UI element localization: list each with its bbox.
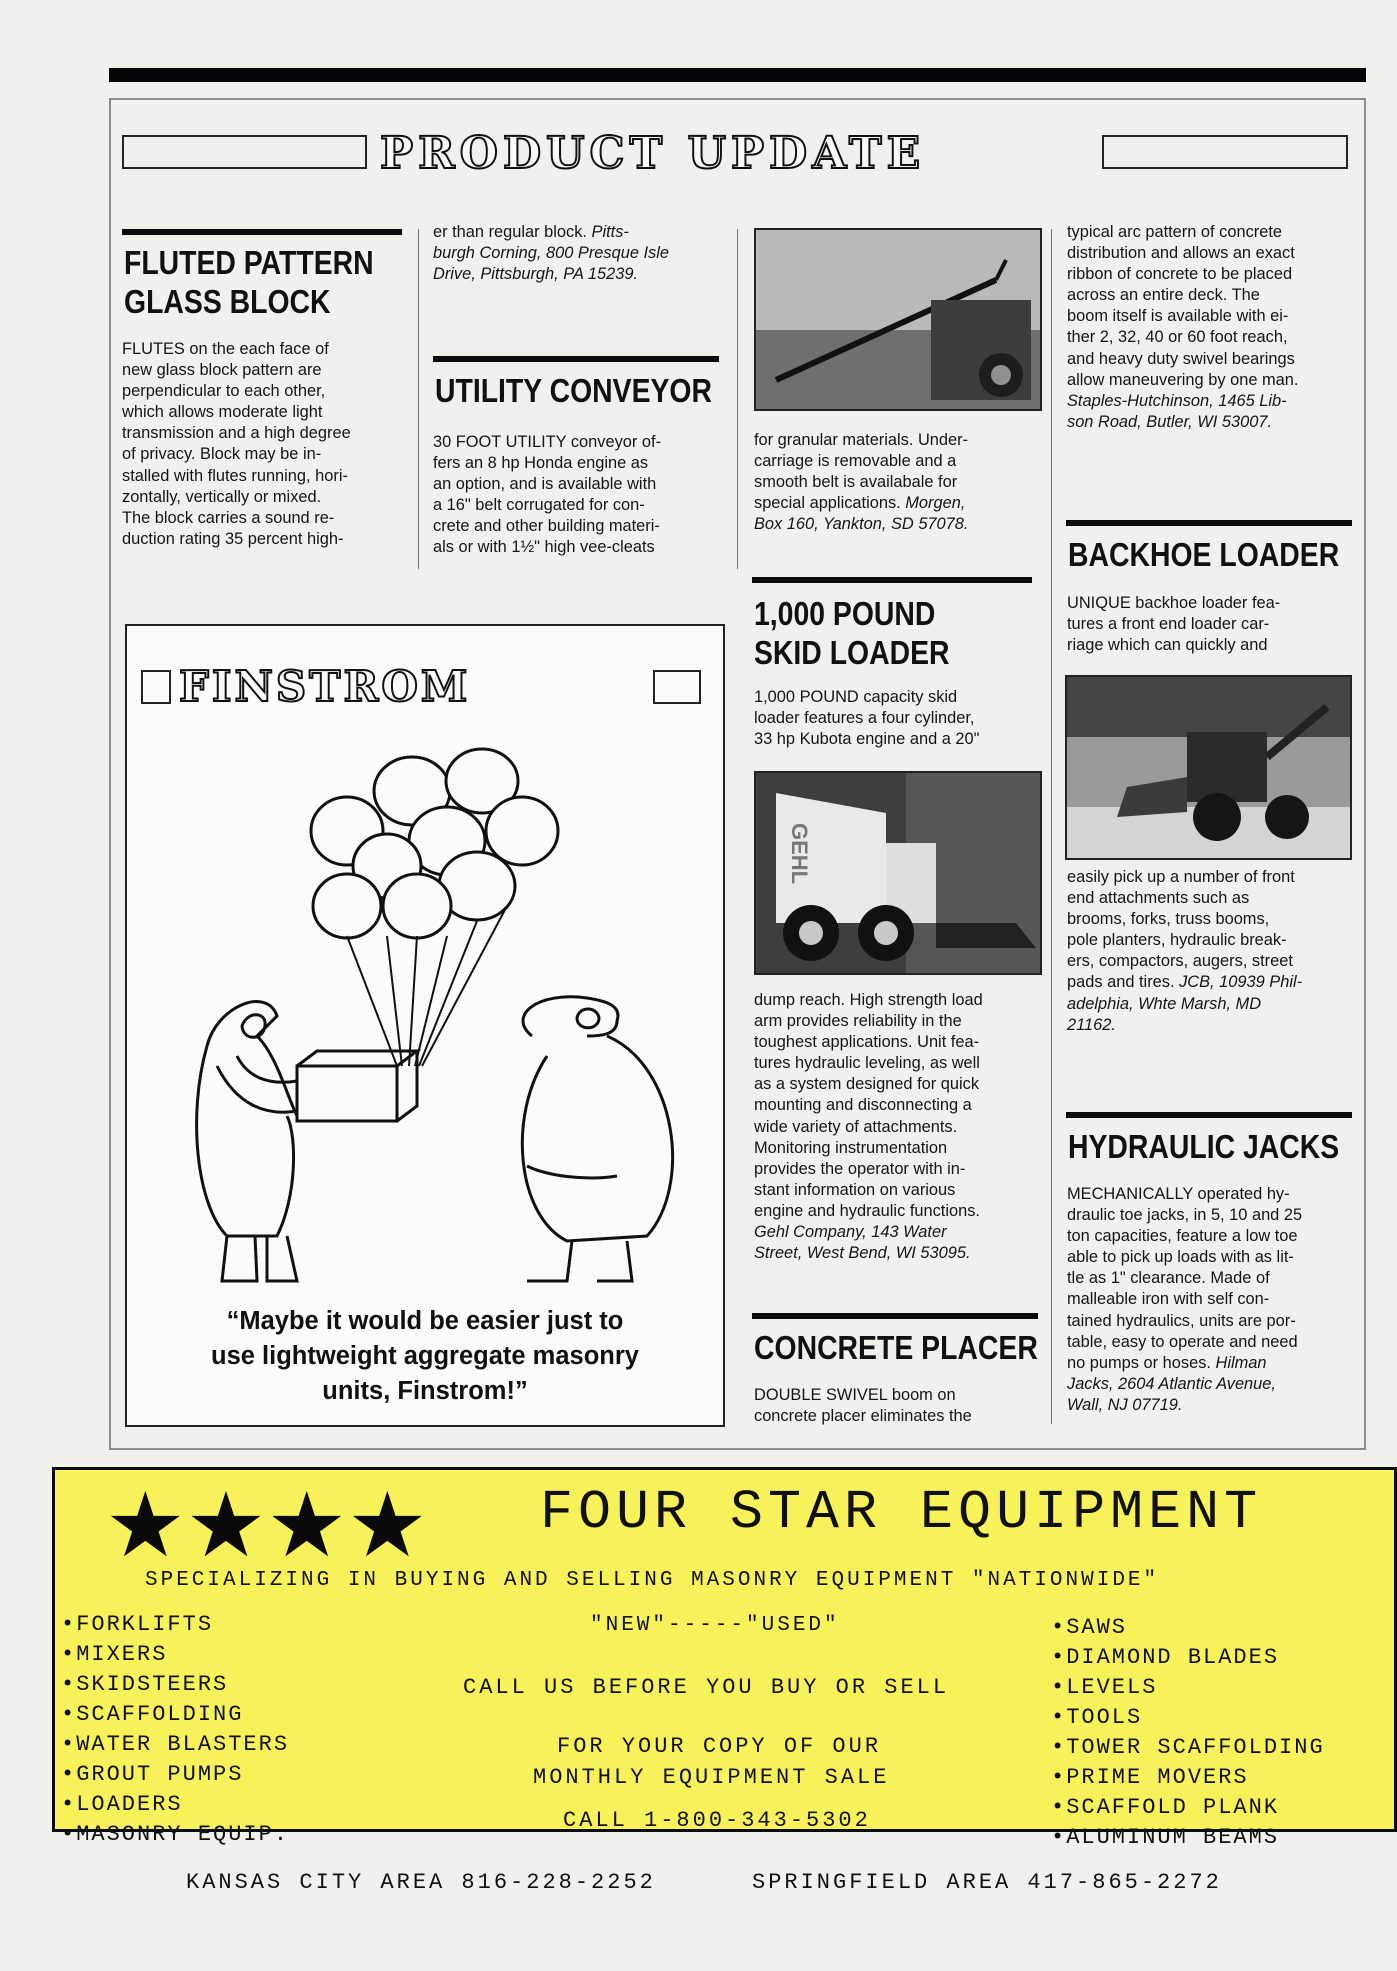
four-star-equipment-ad (52, 1467, 1397, 1850)
ad-right-list (1051, 1613, 1325, 1853)
utility-conveyor-body: 30 FOOT UTILITY conveyor of- fers an 8 hp Honda engine as an option, and is available with a 16" belt corrugated for con- crete and other building materi- als or with 1½" high vee-cleats (433, 433, 662, 557)
top-black-rule (109, 68, 1366, 82)
call-before: CALL US BEFORE YOU BUY OR SELL (463, 1675, 950, 1700)
list-item: •GROUT PUMPS (61, 1762, 244, 1787)
finstrom-banner (141, 662, 711, 712)
list-item: •DIAMOND BLADES (1051, 1645, 1280, 1670)
list-item: •SCAFFOLD PLANK (1051, 1795, 1280, 1820)
glass-block-body: FLUTES on the each face of new glass block pattern are perpendicular to each other, which allows moderate light transmission and a high degree of privacy. Block may be in- stalled with flutes running, hori- zontally, vertically or mixed. The block carries a sound re- duction rating 35 percent high- (122, 340, 351, 548)
cartoon-drawing (147, 736, 707, 1296)
column-divider (737, 229, 738, 569)
backhoe-loader-continued: easily pick up a number of front end attachments such as brooms, forks, truss booms, pole planters, hydraulic break- ers, compactors, augers, street pads and tires. JCB, 10939 Phil- adelphia, Whte Marsh, MD 21162. (1067, 868, 1303, 1034)
column-divider (418, 229, 419, 569)
copy-line-2: MONTHLY EQUIPMENT SALE (533, 1765, 890, 1790)
hydraulic-jacks-title: HYDRAULIC JACKS (1068, 1128, 1340, 1165)
backhoe-loader-body: UNIQUE backhoe loader fea- tures a front end loader car- riage which can quickly and (1067, 594, 1281, 655)
section-rule (122, 229, 402, 235)
banner-left-box (122, 135, 367, 169)
utility-conveyor-title: UTILITY CONVEYOR (435, 372, 713, 409)
section-rule (433, 356, 719, 362)
list-item: •ALUMINUM BEAMS (1051, 1825, 1280, 1850)
section-rule (1066, 520, 1352, 526)
conveyor-photo (754, 228, 1042, 411)
section-rule (1066, 1112, 1352, 1118)
backhoe-loader-title: BACKHOE LOADER (1068, 536, 1340, 573)
list-item: •SKIDSTEERS (61, 1672, 229, 1697)
list-item: •SAWS (1051, 1615, 1128, 1640)
glass-block-title: FLUTED PATTERN GLASS BLOCK (124, 244, 374, 320)
star-icons: ★★★★ (105, 1473, 428, 1578)
ad-title: FOUR STAR EQUIPMENT (540, 1481, 1263, 1544)
skid-loader-title: 1,000 POUND SKID LOADER (754, 595, 950, 671)
concrete-placer-continued: typical arc pattern of concrete distribution and allows an exact ribbon of concrete to be placed across an entire deck. The boom itself is available with ei- ther 2, 32, 40 or 60 foot reach, and heavy duty swivel bearings allow maneuvering by one man. Staples-Hutchinson, 1465 Lib- son Road, Butler, WI 53007. (1067, 223, 1299, 431)
list-item: •LOADERS (61, 1792, 183, 1817)
list-item: •TOOLS (1051, 1705, 1143, 1730)
new-used: "NEW"-----"USED" (590, 1614, 840, 1637)
list-item: •PRIME MOVERS (1051, 1765, 1249, 1790)
kansas-city-phone: KANSAS CITY AREA 816-228-2252 (186, 1870, 656, 1895)
gehl-logo-text: GEHL (787, 823, 812, 885)
finstrom-right-box (653, 670, 701, 704)
cartoon-caption: “Maybe it would be easier just to use lightweight aggregate masonry units, Finstrom!” (211, 1307, 639, 1405)
section-rule (752, 577, 1032, 583)
phone-number: CALL 1-800-343-5302 (563, 1808, 871, 1833)
list-item: •MIXERS (61, 1642, 168, 1667)
list-item: •FORKLIFTS (61, 1612, 214, 1637)
banner-right-box (1102, 135, 1348, 169)
skid-loader-continued: dump reach. High strength load arm provides reliability in the toughest applications. Unit fea- tures hydraulic leveling, as well as a system designed for quick mounting and disconnecting a wide variety of attachments. Monitoring instrumentation provides the operator with in- stant information on various engine and hydraulic functions. Gehl Company, 143 Water Street, West Bend, WI 53095. (754, 991, 983, 1263)
copy-line-1: FOR YOUR COPY OF OUR (557, 1734, 882, 1759)
list-item: •MASONRY EQUIP. (61, 1822, 290, 1847)
concrete-placer-title: CONCRETE PLACER (754, 1329, 1038, 1366)
finstrom-left-box (141, 670, 171, 704)
finstrom-cartoon (125, 624, 725, 1427)
springfield-phone: SPRINGFIELD AREA 417-865-2272 (752, 1870, 1222, 1895)
backhoe-photo (1065, 675, 1352, 860)
hydraulic-jacks-body: MECHANICALLY operated hy- draulic toe jacks, in 5, 10 and 25 ton capacities, feature a low toe able to pick up loads with as lit- tle as 1" clearance. Made of malleable iron with self con- tained hydraulics, units are por- table, easy to operate and need no pumps or hoses. Hilman Jacks, 2604 Atlantic Avenue, Wall, NJ 07719. (1067, 1185, 1303, 1414)
utility-conveyor-continued: for granular materials. Under- carriage is removable and a smooth belt is availabale for special applications. Morgen, Box 160, Yankton, SD 57078. (754, 431, 969, 534)
ad-tagline: SPECIALIZING IN BUYING AND SELLING MASONRY EQUIPMENT "NATIONWIDE" (145, 1569, 1160, 1592)
column-divider (1051, 229, 1052, 1424)
finstrom-title: FINSTROM (179, 662, 471, 711)
list-item: •WATER BLASTERS (61, 1732, 290, 1757)
banner-title: PRODUCT UPDATE (380, 128, 926, 179)
product-update-banner (122, 128, 1348, 178)
skid-loader-photo (754, 771, 1042, 975)
skid-loader-body: 1,000 POUND capacity skid loader features a four cylinder, 33 hp Kubota engine and a 20" (754, 688, 980, 749)
glass-block-continued: er than regular block. Pitts- burgh Corning, 800 Presque Isle Drive, Pittsburgh, PA 15239. (433, 223, 669, 284)
concrete-placer-body: DOUBLE SWIVEL boom on concrete placer eliminates the (754, 1386, 972, 1426)
list-item: •TOWER SCAFFOLDING (1051, 1735, 1325, 1760)
ad-left-list (61, 1610, 289, 1850)
section-rule (752, 1313, 1038, 1319)
list-item: •SCAFFOLDING (61, 1702, 244, 1727)
list-item: •LEVELS (1051, 1675, 1158, 1700)
